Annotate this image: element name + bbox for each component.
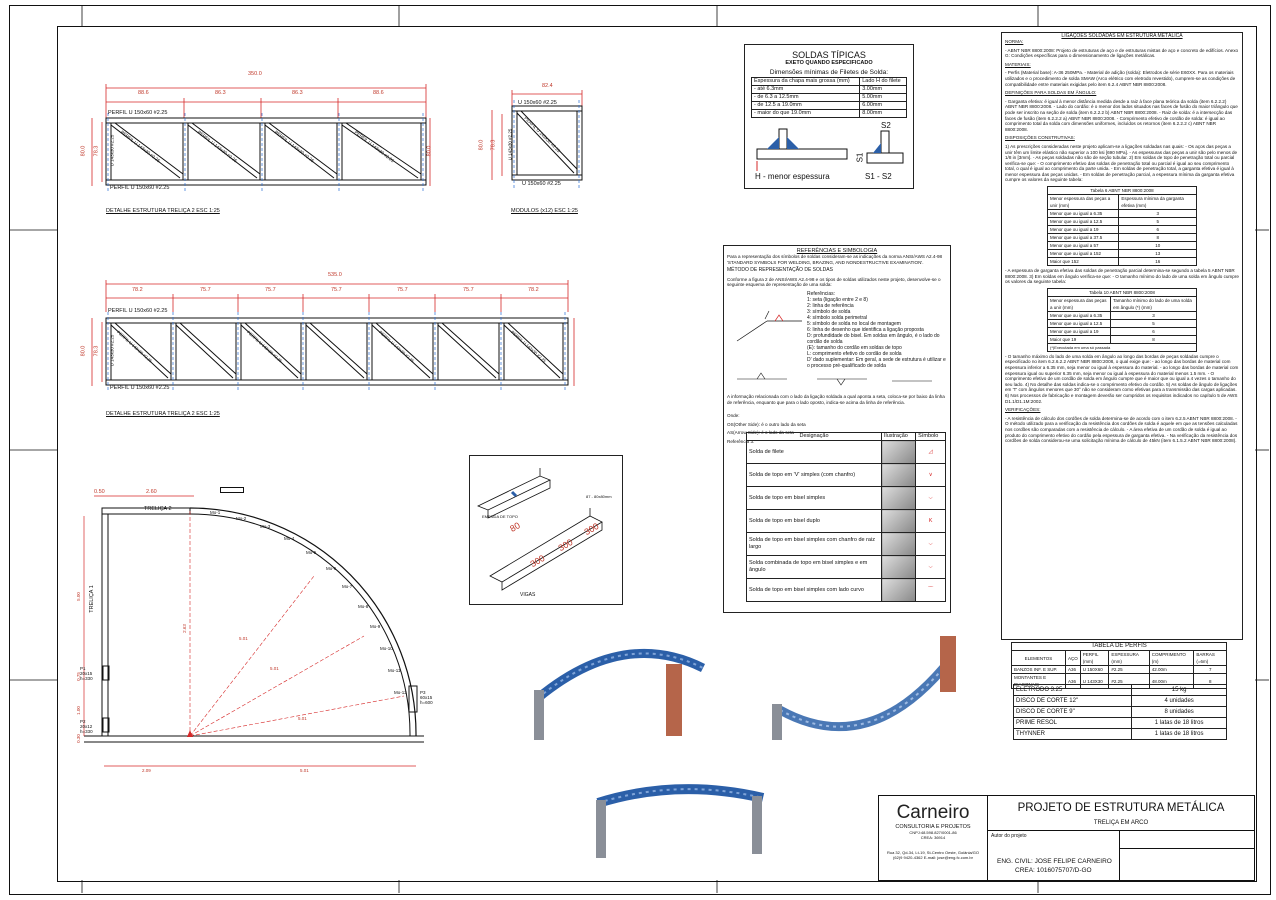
arc-module-8: Mo-8 xyxy=(358,604,369,609)
truss2-dim-7: 78.2 xyxy=(528,287,539,293)
ligacoes-disp-heading: DISPOSIÇÕES CONSTRUTIVAS: xyxy=(1005,135,1075,141)
arc-trelica1: TRELIÇA 1 xyxy=(88,585,95,613)
tabela-6-h2: Espessura mínima da garganta efetiva (mm) xyxy=(1119,195,1197,210)
ref-2: 2: linha de referência xyxy=(807,302,854,309)
perfis-r1-1: BANZOS INF. E SUP. xyxy=(1012,666,1066,674)
soldas-header-1: Espessura da chapa mais grossa (mm) xyxy=(752,78,860,86)
weld-symbol-3: ⌵ xyxy=(916,487,946,510)
company-name: Carneiro xyxy=(896,802,970,823)
truss2-height-left: 80.0 xyxy=(80,345,87,357)
viga-note: 87 - 80x80mm xyxy=(586,494,612,499)
arc-bottom-dim-2: 5.01 xyxy=(300,768,309,773)
referencias-method: MÉTODO DE REPRESENTAÇÃO DE SOLDAS xyxy=(727,267,833,274)
arc-trelica2: TRELIÇA 2 xyxy=(144,506,172,512)
tabela-10-r2a: Menor que ou igual a 12.5 xyxy=(1048,319,1111,327)
truss1-dim-4: 88.6 xyxy=(373,90,384,96)
perfis-r2-5: 48.00m xyxy=(1149,674,1194,689)
arc-vdim-1: 5.00 xyxy=(75,592,81,601)
weld-table-header-3: Símbolo xyxy=(916,433,946,441)
soldas-fillet-diagram xyxy=(749,127,909,175)
weld-table-header-1: Designação xyxy=(747,433,882,441)
perfis-r2-2: A36 xyxy=(1065,674,1080,689)
referencias-ref3: Referência 3: xyxy=(727,438,755,444)
soldas-row-4-b: 8.00mm xyxy=(860,110,907,118)
soldas-row-2-a: - de 6.3 a 12.5mm xyxy=(752,94,860,102)
tabela-6-r5a: Menor que ou igual a 57 xyxy=(1048,242,1119,250)
tabela-10-r1a: Menor que ou igual a 6.35 xyxy=(1048,311,1111,319)
tabela-10-note: (*)Executada em uma só passada xyxy=(1048,343,1197,351)
weld-table-header-2: Ilustração xyxy=(882,433,916,441)
truss2-detail xyxy=(80,268,588,423)
ref-7: D: profundidade do bisel. Em soldas em ângulo, é o lado do cordão de solda xyxy=(807,332,940,345)
ref-1: 1: seta (ligação entre 2 e 8) xyxy=(807,296,868,303)
viga-label-300-1: 300 xyxy=(528,552,547,570)
perfis-r2-1: MONTANTES E DIAGONAIS xyxy=(1012,674,1066,689)
arc-module-6: Mo-6 xyxy=(326,566,337,571)
module-detail xyxy=(478,80,598,220)
truss2-height-inner: 78.3 xyxy=(93,345,100,357)
module-top-dim: 82.4 xyxy=(542,83,553,89)
ligacoes-def-heading: DEFINIÇÕES PARA SOLDAS EM ÂNGULO: xyxy=(1005,90,1097,96)
truss1-dim-1: 88.6 xyxy=(138,90,149,96)
module-height-inner: 78.3 xyxy=(490,139,497,151)
ligacoes-materiais-heading: MATERIAIS: xyxy=(1005,61,1031,67)
mat-1-name: ELETRODO 3.25 xyxy=(1014,685,1132,696)
company-sub: CONSULTORIA E PROJETOS xyxy=(895,824,971,830)
module-height: 80.0 xyxy=(478,139,485,151)
truss2-dim-6: 75.7 xyxy=(463,287,474,293)
soldas-s-caption: S1 - S2 xyxy=(865,172,892,181)
ligacoes-norma: - ABNT NBR 8800:2008: Projeto de estruturas de aço e de estruturas mistas de aço e concreto de edifícios. Anexo G: Condições específicas para o dimensionamento de ligações metálicas. xyxy=(1005,47,1239,59)
arc-dim-top-b: 2.60 xyxy=(146,489,157,495)
refs-title: Referências: xyxy=(807,290,836,297)
arc-plan xyxy=(64,486,434,786)
ligacoes-panel xyxy=(1001,32,1243,640)
render-arc-top xyxy=(588,778,778,868)
truss1-diag-label-3: PERFIL U 143x30 #2.25 xyxy=(273,129,316,164)
tabela-10-r2b: 5 xyxy=(1111,319,1197,327)
tabela-6-r6a: Menor que ou igual a 152 xyxy=(1048,250,1119,258)
truss2-vert-label: U 143x30 #2.25 xyxy=(109,334,115,367)
ligacoes-verif: - A resistência de cálculo dos cordões de solda determina-se de acordo com o item 6.2.5 ABNT NBR 8800:2008. - O método utilizado para a verificação da resistência dos cordões de solda é aquele em que as tensões calculadas nos cordões são comparadas com a resistência de cálculo. - A área efetiva de um cordão de solda é igual ao produto do comprimento efetivo do cordão pela espessura de garganta efetiva. - Na verificação da resistência dos cordões de solda considerou-se uma solicitação mínima de cálculo de 45kN (item 6.1.5.2 ABNT NBR 8800:2008). xyxy=(1005,415,1238,444)
truss1-diag-label-2: PERFIL U 143x30 #2.25 xyxy=(196,129,239,164)
truss1-top-profile: PERFIL U 150x60 #2.25 xyxy=(108,110,168,116)
weld-illustration-7 xyxy=(882,579,916,602)
tabela-6-r7a: Maior que 152 xyxy=(1048,258,1119,266)
tabela-6-r5b: 10 xyxy=(1119,242,1197,250)
weld-illustration-3 xyxy=(882,487,916,510)
tabela-10-r1b: 3 xyxy=(1111,311,1197,319)
truss1-caption: DETALHE ESTRUTURA TRELIÇA 2 ESC 1:25 xyxy=(106,208,220,214)
module-diag-label: PERFIL U 143x30 #2.25 xyxy=(523,115,562,154)
title-block xyxy=(878,795,1255,881)
arc-module-10: Mo-10 xyxy=(380,646,393,651)
perfis-r1-4: #2.25 xyxy=(1109,666,1149,674)
perfis-r2-6: 8 xyxy=(1194,674,1227,689)
truss1-bottom-profile: PERFIL U 150x60 #2.25 xyxy=(110,185,170,191)
soldas-row-1-a: - até 6.3mm xyxy=(752,86,860,94)
company-address: Rua 32, Qd-34, Lt-19, St-Centro Oeste, Goiânia/GO xyxy=(886,850,980,855)
arc-pillar-p1: P1 20x15 h=330 xyxy=(80,666,93,681)
ref-9: L: comprimento efetivo do cordão de solda xyxy=(807,350,902,357)
arc-radius-3: 5.01 xyxy=(298,716,307,721)
arc-radius-2: 5.01 xyxy=(270,666,279,671)
truss1-diag-label-4: PERFIL U 143x30 #2.25 xyxy=(353,129,396,164)
tabela-6-r6b: 13 xyxy=(1119,250,1197,258)
weld-side-diagrams xyxy=(727,369,942,389)
soldas-title: SOLDAS TÍPICAS xyxy=(792,50,866,60)
mat-5-name: THYNNER xyxy=(1014,729,1132,740)
mat-3-qty: 8 unidades xyxy=(1132,707,1227,718)
perfis-r1-5: 42.00m xyxy=(1149,666,1194,674)
weld-type-7: Solda de topo em bisel simples com lado curvo xyxy=(747,579,882,602)
weld-symbol-2: ∨ xyxy=(916,464,946,487)
module-top-profile: U 150x60 #2.25 xyxy=(518,100,557,106)
ligacoes-def: - Garganta efetiva: é igual à menor distância medida desde a raiz à face plana teórica da solda (item 6.2.2.2) ABNT NBR 8800:2008. - Lado do cordão: é o menor dos lados situados nas faces de fusão do maior triângulo que pode ser inscrito na seção de solda (item 6.2.2.2 b) ABNT NBR 8800:2008. - Raiz de solda: é a intersecção das faces de fusão (item 6.2.2.2 a) ABNT NBR 8800:2008. - Comprimento efetivo de cordão de solda: é igual ao comprimento total da solda com dimensões uniformes, incluídos os retornos (item 6.2.2.2 c) ABNT NBR 8800:2008. xyxy=(1005,98,1238,132)
ref-6: 6: linha de desenho que identifica a ligação proposta xyxy=(807,326,924,333)
arc-module-7: Mo-7 xyxy=(342,584,353,589)
truss2-bottom-profile: PERFIL U 150x60 #2.25 xyxy=(110,385,170,391)
arc-module-1: Mo-1 xyxy=(210,510,221,515)
soldas-subtitle: EXETO QUANDO ESPECIFICADO xyxy=(785,60,873,66)
engineer-crea: CREA: 1016075707/D-GO xyxy=(1015,867,1092,874)
tabela-10-r4b: 8 xyxy=(1111,335,1197,343)
ref-8: (E): tamanho do cordão em soldas de topo xyxy=(807,344,902,351)
tabela-10 xyxy=(1047,288,1197,352)
tabela-6-r3b: 6 xyxy=(1119,226,1197,234)
ligacoes-title: LIGAÇÕES SOLDADAS EM ESTRUTURA METÁLICA xyxy=(1061,33,1183,39)
tabela-10-h2: Tamanho mínimo do lado de uma solda em ângulo (*) (mm) xyxy=(1111,296,1197,311)
referencias-method-text: Conforme a figura 2 de ANSI/AWS A2.4-98 e os tipos de soldas utilizados neste projeto, desenvolve-se o seguinte esquema de representação de uma solda: xyxy=(727,276,941,288)
arc-module-2: Mo-2 xyxy=(236,516,247,521)
truss2-diag-label-2: PERFIL U 143x30 #2.25 xyxy=(246,329,284,364)
perfis-title: TABELA DE PERFIS xyxy=(1012,643,1227,651)
tabela-6-r7b: 16 xyxy=(1119,258,1197,266)
truss2-dim-2: 75.7 xyxy=(200,287,211,293)
weld-type-1: Solda de filete xyxy=(747,441,882,464)
truss2-total-dim: 535.0 xyxy=(328,272,342,278)
tabela-10-r3b: 6 xyxy=(1111,327,1197,335)
tabela-6 xyxy=(1047,186,1197,266)
truss1-diag-label-1: PERFIL U 143x30 #2.25 xyxy=(119,129,162,164)
mat-5-qty: 1 latas de 18 litros xyxy=(1132,729,1227,740)
referencias-panel xyxy=(723,245,951,613)
ref-3: 3: símbolo de solda xyxy=(807,308,851,315)
weld-illustration-6 xyxy=(882,556,916,579)
weld-illustration-2 xyxy=(882,464,916,487)
engineer-name: ENG. CIVIL: JOSE FELIPE CARNEIRO xyxy=(997,858,1112,865)
scale-bar xyxy=(220,487,244,493)
mat-1-qty: 15 kg xyxy=(1132,685,1227,696)
module-bottom-profile: U 150x60 #2.25 xyxy=(522,181,561,187)
mat-4-name: PRIME RESOL xyxy=(1014,718,1132,729)
company-contact: (62)9 9420-4362 E-mail: jose@eng.fc.com.br xyxy=(893,855,973,860)
soldas-row-4-a: - maior do que 19.0mm xyxy=(752,110,860,118)
soldas-row-3-a: - de 12.5 a 19.0mm xyxy=(752,102,860,110)
truss2-diag-label-3: PERFIL U 143x30 #2.25 xyxy=(378,329,416,364)
tabela-6-r1b: 3 xyxy=(1119,210,1197,218)
arc-pillar-p2: P2 20x12 h=330 xyxy=(80,719,93,734)
referencias-as: AS(Arrow Side): é o lado da seta xyxy=(727,430,794,436)
ligacoes-verif-heading: VERIFICAÇÕES: xyxy=(1005,407,1041,413)
truss1-dim-2: 86.3 xyxy=(215,90,226,96)
mat-2-qty: 4 unidades xyxy=(1132,696,1227,707)
tabela-6-r2b: 5 xyxy=(1119,218,1197,226)
render-arc-side xyxy=(760,630,980,750)
tabela-10-title: Tabela 10 ABNT NBR 8800:2008 xyxy=(1048,288,1197,296)
tabela-perfis xyxy=(1011,642,1227,689)
truss2-dim-3: 75.7 xyxy=(265,287,276,293)
weld-type-3: Solda de topo em bisel simples xyxy=(747,487,882,510)
arc-vdim-2: 0.75 xyxy=(75,672,81,681)
ref-10: D' dado suplementar: Em geral, a sede de estrutura é utilizar e o processo pré-qualificado de solda xyxy=(807,356,946,369)
perfis-h2: AÇO xyxy=(1065,651,1080,666)
module-caption: MODULOS (x12) ESC 1:25 xyxy=(511,208,578,214)
truss1-height-left: 80.0 xyxy=(80,145,87,157)
mat-2-name: DISCO DE CORTE 12" xyxy=(1014,696,1132,707)
weld-symbol-7: ⌒ xyxy=(916,579,946,602)
perfis-h5: COMPRIMENTO (m) xyxy=(1149,651,1194,666)
tabela-6-r2a: Menor que ou igual a 12.5 xyxy=(1048,218,1119,226)
truss1-vert-label: U 143x30 #2.25 xyxy=(109,134,115,167)
truss1-detail xyxy=(80,68,448,218)
ligacoes-disp: 1) As prescrições consideradas neste projeto aplicam-se a ligações soldadas nas quais: - Os aços das peças a unir têm um limite elástico não superior a 100 ksi [690 MPa]. - As espessuras das peças a unir são pelo menos de 1/8 in [3mm]. - As peças soldadas não são de seção tubular. 2) Em soldas de topo de penetração total ou parcial verifica-se que: - O comprimento efetivo das soldas de penetração total ou parcial é igual ao seu comprimento total, o qual é igual ao comprimento da parte unida. - Em soldas de penetração total, a garganta efetiva é igual à menor espessura das peças unidas. - Em soldas de penetração parcial, a espessura mínima da garganta efetiva cumpre os valores da seguinte tabela: xyxy=(1005,143,1238,183)
arc-dim-top-a: 0.50 xyxy=(94,489,105,495)
soldas-row-1-b: 3.00mm xyxy=(860,86,907,94)
soldas-row-2-b: 5.00mm xyxy=(860,94,907,102)
weld-illustration-4 xyxy=(882,510,916,533)
weld-types-table xyxy=(746,432,946,602)
weld-symbol-5: ⌵ xyxy=(916,533,946,556)
ligacoes-materiais: - Perfis (Material base): A-36 250MPa. - Material de adição (solda): Eletrodos de série E60XX. Para os materiais utilizados e o procedimento de solda SMAW (Arco elétrico com eletrodo revestido), cumprem-se as condições de compatibilidade entre materiais exigidas pelo item 6.2.4 ABNT NBR 8800:2008. xyxy=(1005,70,1236,87)
arc-vdim-4: 0.30 xyxy=(75,734,81,743)
perfis-h3: PERFIL (mm) xyxy=(1080,651,1109,666)
module-vert-label: U 143x30 #2.25 xyxy=(507,128,513,161)
perfis-r1-3: U 150X60 xyxy=(1080,666,1109,674)
referencias-onde: Onde: xyxy=(727,413,740,419)
ligacoes-mid: - A espessura de garganta efetiva das soldas de penetração parcial determina-se segundo a tabela 5 ABNT NBR 8800:2008. 3) Em soldas em ângulo verifica-se que: - O tamanho mínimo do lado de uma solda em ângulo cumpre os valores da seguinte tabela: xyxy=(1005,268,1239,285)
soldas-s2: S2 xyxy=(881,121,891,130)
weld-illustration-5 xyxy=(882,533,916,556)
materiais-lista xyxy=(1013,684,1227,740)
ligacoes-rest: - O tamanho máximo do lado de uma solda em ângulo ao longo das bordas de peças soldadas cumpre o especificado no item 6.2.6.2.2 ABNT NBR 8800:2008, o qual exige que: - ao longo das bordas de material com espessura inferior a 6.35 mm, seja menor ou igual à espessura do material. - ao longo das bordas de material com espessura igual ou superior 6.35 mm, seja menor ou igual à espessura do material menos 1.5 mm. - O comprimento efetivo de um cordão de solda em ângulo cumpre que é maior que ou igual a 4 vezes o tamanho do seu lado. 4) No detalhe das soldas indica-se o comprimento efetivo do cordão. 5) As soldas de ângulo de ligações em 'T' com ângulos menores que 30° não se consideram como efetivas para a transmissão das cargas aplicadas. 6) Nos processos de fabricação e montagem deverão ser cumpridos os requisitos indicados no capítulo 5 de AWS D1.1/D1.1M:2002. xyxy=(1005,353,1239,404)
arc-module-9: Mo-9 xyxy=(370,624,381,629)
tb-col-divider xyxy=(1119,830,1120,880)
weld-type-5: Solda de topo em bisel simples com chanfro de raiz largo xyxy=(747,533,882,556)
referencias-os: OS(Other Side): é o outro lado da seta xyxy=(727,421,806,427)
perfis-h4: ESPESSURA (mm) xyxy=(1109,651,1149,666)
arc-module-12: Mo-12 xyxy=(394,690,407,695)
author-label: Autor do projeto xyxy=(991,833,1027,839)
tabela-6-r4b: 8 xyxy=(1119,234,1197,242)
arc-pillar-p3: P3 60x15 h=600 xyxy=(420,690,433,705)
truss1-height-right: 80.0 xyxy=(426,145,433,157)
soldas-row-3-b: 6.00mm xyxy=(860,102,907,110)
soldas-s1: S1 xyxy=(855,152,865,163)
company-cnpj: CNPJ:48.598.827/0001-86 xyxy=(909,830,957,835)
weld-type-4: Solda de topo em bisel duplo xyxy=(747,510,882,533)
tb-divider xyxy=(987,830,1254,831)
arc-drawing xyxy=(64,486,434,786)
arc-module-11: Mo-11 xyxy=(388,668,401,673)
viga-label-300-3: 300 xyxy=(582,520,601,538)
tabela-6-title: Tabela 6 ABNT NBR 8800:2008 xyxy=(1048,187,1197,195)
perfis-r2-4: #2.25 xyxy=(1109,674,1149,689)
company-crea: CREA: 36914 xyxy=(920,835,946,840)
truss1-dim-3: 86.3 xyxy=(292,90,303,96)
referencias-intro: Para a representação dos símbolos de soldas consideram-se as indicações da norma ANSI/AWS A2.4-98 'STANDARD SYMBOLS FOR WELDING, BRAZING, AND NONDESTRUCTIVE EXAMINATION'. xyxy=(727,254,943,265)
referencias-title: REFERÊNCIAS E SIMBOLOGIA xyxy=(796,248,878,254)
referencias-info: A informação relacionada com o lado da ligação soldada a qual aponta a seta, coloca-se por baixo da linha de referência, enquanto que para o lado oposto, indica-se acima da linha de referência. xyxy=(727,393,945,405)
tabela-6-r1a: Menor que ou igual a 6.35 xyxy=(1048,210,1119,218)
truss1-height-inner: 78.3 xyxy=(93,145,100,157)
soldas-header-2: Lado H do filete xyxy=(860,78,907,86)
tabela-10-r3a: Menor que ou igual a 19 xyxy=(1048,327,1111,335)
weld-symbol-4: K xyxy=(916,510,946,533)
arc-vdim-3: 1.00 xyxy=(75,706,81,715)
arc-module-3: Mo-3 xyxy=(260,524,271,529)
perfis-h6: BARRAS (=6m) xyxy=(1194,651,1227,666)
soldas-table-title: Dimensões mínimas de Filetes de Solda: xyxy=(769,69,889,76)
arc-radius-1: 5.01 xyxy=(239,636,248,641)
soldas-table xyxy=(751,77,907,118)
weld-symbol-6: ⌵ xyxy=(916,556,946,579)
truss2-dim-1: 78.2 xyxy=(132,287,143,293)
perfis-r1-2: A36 xyxy=(1065,666,1080,674)
ligacoes-norma-heading: NORMA: xyxy=(1005,39,1024,44)
arc-module-4: Mo-4 xyxy=(284,536,295,541)
truss2-diag-label-4: PERFIL U 143x30 #2.25 xyxy=(510,329,548,364)
soldas-tipicas-panel xyxy=(744,44,914,189)
sheet-title: TRELIÇA EM ARCO xyxy=(1093,820,1149,826)
arc-r-label: 2.63 xyxy=(181,624,187,633)
truss2-diag-label-1: PERFIL U 143x30 #2.25 xyxy=(116,329,154,364)
weld-symbol-1: ◿ xyxy=(916,441,946,464)
truss1-total-dim: 350.0 xyxy=(248,71,262,77)
tabela-10-h1: Menor espessura das peças a unir (mm) xyxy=(1048,296,1111,311)
weld-illustration-1 xyxy=(882,441,916,464)
perfis-r1-6: 7 xyxy=(1194,666,1227,674)
perfis-h1: ELEMENTOS xyxy=(1012,651,1066,666)
viga-label-80: 80 xyxy=(508,520,522,534)
perfis-r2-3: U 143X30 xyxy=(1080,674,1109,689)
ref-4: 4: símbolo solda perimetral xyxy=(807,314,868,321)
ref-5: 5: símbolo de solda no local de montagem xyxy=(807,320,901,327)
mat-3-name: DISCO DE CORTE 9" xyxy=(1014,707,1132,718)
tabela-10-r4a: Maior que 19 xyxy=(1048,335,1111,343)
weld-type-6: Solda combinada de topo em bisel simples e em ângulo xyxy=(747,556,882,579)
tb-row-line xyxy=(1119,848,1254,849)
viga-emenda: EMENDA DE TOPO xyxy=(482,514,518,519)
viga-label-300-2: 300 xyxy=(556,536,575,554)
weld-type-2: Solda de topo em 'V' simples (com chanfro) xyxy=(747,464,882,487)
render-arc-front xyxy=(528,628,718,748)
tabela-6-r4a: Menor que ou igual a 37.5 xyxy=(1048,234,1119,242)
viga-caption: VIGAS xyxy=(520,592,536,598)
truss2-dim-4: 75.7 xyxy=(331,287,342,293)
viga-detail xyxy=(469,455,623,605)
company-block xyxy=(879,796,988,880)
tabela-6-r3a: Menor que ou igual a 19 xyxy=(1048,226,1119,234)
mat-4-qty: 1 latas de 18 litros xyxy=(1132,718,1227,729)
soldas-h-caption: H - menor espessura xyxy=(755,172,830,181)
arc-module-5: Mo-5 xyxy=(306,550,317,555)
truss2-top-profile: PERFIL U 150x60 #2.25 xyxy=(108,308,168,314)
truss2-caption: DETALHE ESTRUTURA TRELIÇA 2 ESC 1:25 xyxy=(106,411,220,417)
arc-bottom-dim-1: 2.09 xyxy=(142,768,151,773)
truss2-dim-5: 75.7 xyxy=(397,287,408,293)
weld-symbol-diagram xyxy=(727,291,807,351)
tabela-6-h1: Menor espessura das peças a unir (mm) xyxy=(1048,195,1119,210)
project-title: PROJETO DE ESTRUTURA METÁLICA xyxy=(1017,802,1225,814)
